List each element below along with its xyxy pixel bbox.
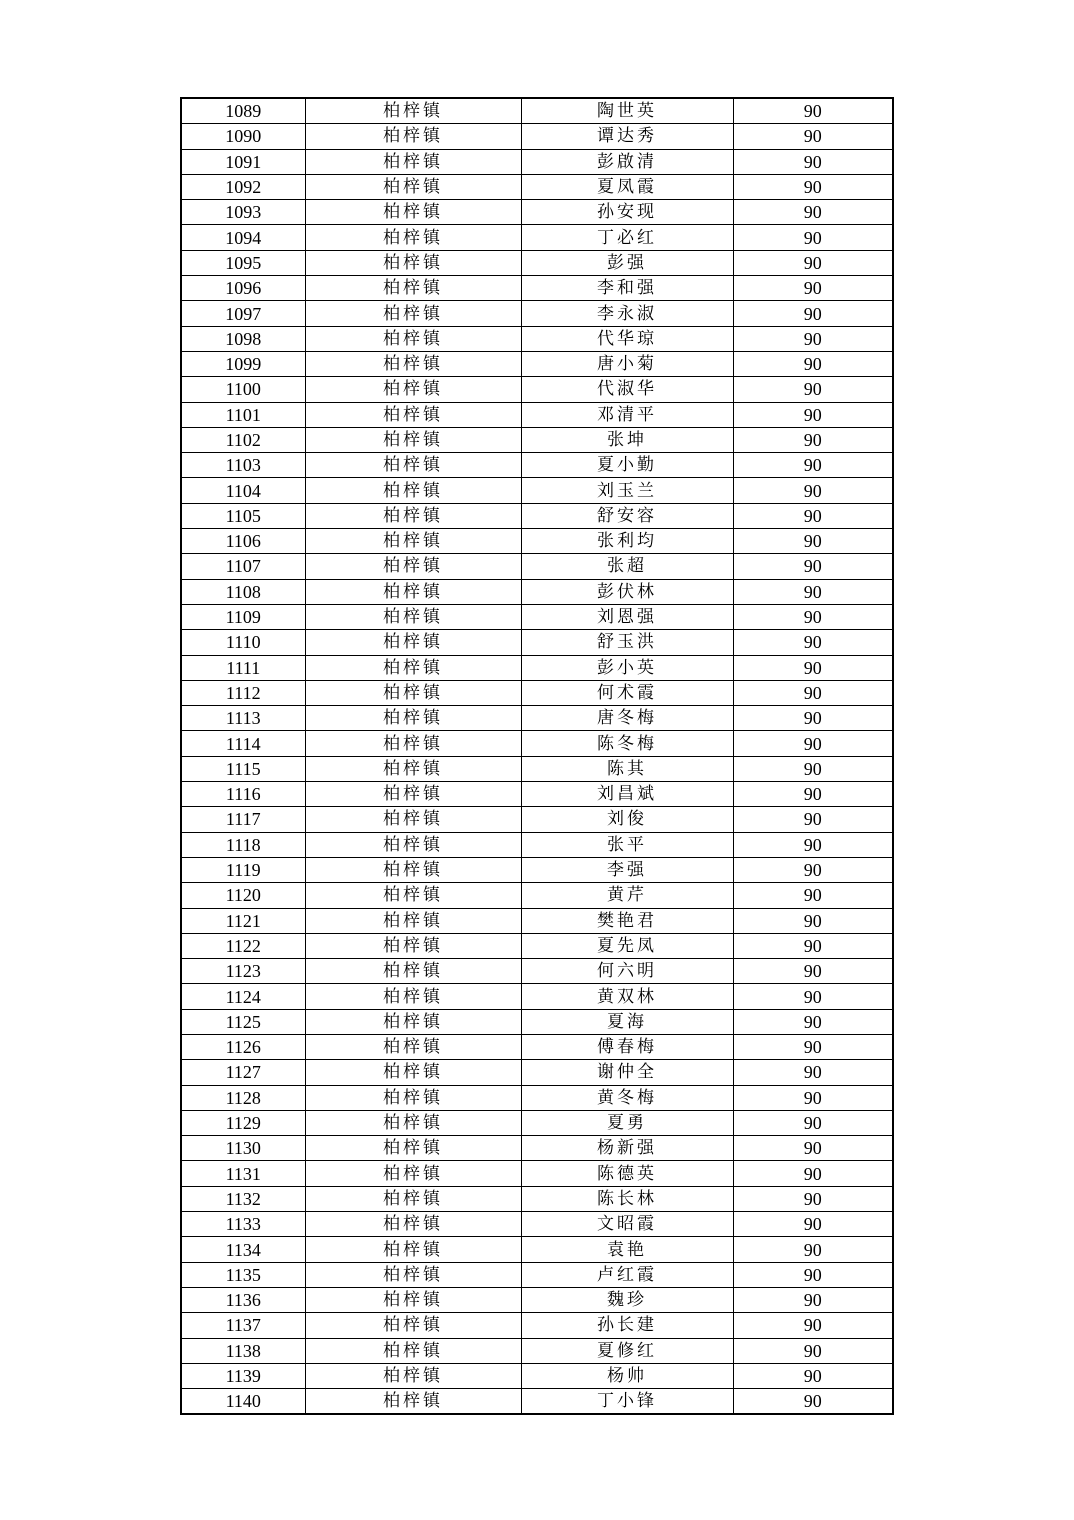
person-name-cell: 刘昌斌 xyxy=(521,782,733,807)
row-number-cell: 1106 xyxy=(181,529,305,554)
person-name-cell: 谭达秀 xyxy=(521,124,733,149)
town-cell: 柏梓镇 xyxy=(305,174,521,199)
town-cell: 柏梓镇 xyxy=(305,1161,521,1186)
person-name-cell: 张利均 xyxy=(521,529,733,554)
amount-cell: 90 xyxy=(733,579,893,604)
person-name-cell: 张平 xyxy=(521,832,733,857)
person-name-cell: 杨帅 xyxy=(521,1363,733,1388)
row-number-cell: 1101 xyxy=(181,402,305,427)
amount-cell: 90 xyxy=(733,807,893,832)
amount-cell: 90 xyxy=(733,1136,893,1161)
amount-cell: 90 xyxy=(733,529,893,554)
town-cell: 柏梓镇 xyxy=(305,807,521,832)
table-row xyxy=(181,503,893,528)
row-number-cell: 1119 xyxy=(181,857,305,882)
table-row xyxy=(181,1161,893,1186)
amount-cell: 90 xyxy=(733,326,893,351)
person-name-cell: 杨新强 xyxy=(521,1136,733,1161)
town-cell: 柏梓镇 xyxy=(305,478,521,503)
amount-cell: 90 xyxy=(733,1389,893,1415)
town-cell: 柏梓镇 xyxy=(305,1363,521,1388)
town-cell: 柏梓镇 xyxy=(305,301,521,326)
table-row xyxy=(181,276,893,301)
person-name-cell: 文昭霞 xyxy=(521,1212,733,1237)
person-name-cell: 何六明 xyxy=(521,959,733,984)
person-name-cell: 李永淑 xyxy=(521,301,733,326)
person-name-cell: 夏修红 xyxy=(521,1338,733,1363)
person-name-cell: 夏勇 xyxy=(521,1110,733,1135)
amount-cell: 90 xyxy=(733,478,893,503)
person-name-cell: 樊艳君 xyxy=(521,908,733,933)
amount-cell: 90 xyxy=(733,1212,893,1237)
table-row xyxy=(181,908,893,933)
town-cell: 柏梓镇 xyxy=(305,1009,521,1034)
person-name-cell: 李强 xyxy=(521,857,733,882)
person-name-cell: 彭小英 xyxy=(521,655,733,680)
table-row xyxy=(181,149,893,174)
row-number-cell: 1104 xyxy=(181,478,305,503)
person-name-cell: 李和强 xyxy=(521,276,733,301)
amount-cell: 90 xyxy=(733,503,893,528)
amount-cell: 90 xyxy=(733,857,893,882)
table-row xyxy=(181,1085,893,1110)
row-number-cell: 1138 xyxy=(181,1338,305,1363)
amount-cell: 90 xyxy=(733,1262,893,1287)
table-row xyxy=(181,984,893,1009)
table-row xyxy=(181,1034,893,1059)
row-number-cell: 1115 xyxy=(181,756,305,781)
row-number-cell: 1130 xyxy=(181,1136,305,1161)
person-name-cell: 彭伏林 xyxy=(521,579,733,604)
amount-cell: 90 xyxy=(733,124,893,149)
table-row xyxy=(181,301,893,326)
person-name-cell: 夏海 xyxy=(521,1009,733,1034)
row-number-cell: 1135 xyxy=(181,1262,305,1287)
town-cell: 柏梓镇 xyxy=(305,1237,521,1262)
row-number-cell: 1137 xyxy=(181,1313,305,1338)
row-number-cell: 1120 xyxy=(181,883,305,908)
row-number-cell: 1124 xyxy=(181,984,305,1009)
row-number-cell: 1123 xyxy=(181,959,305,984)
amount-cell: 90 xyxy=(733,1237,893,1262)
town-cell: 柏梓镇 xyxy=(305,1186,521,1211)
person-name-cell: 卢红霞 xyxy=(521,1262,733,1287)
table-row xyxy=(181,453,893,478)
amount-cell: 90 xyxy=(733,1287,893,1312)
town-cell: 柏梓镇 xyxy=(305,630,521,655)
row-number-cell: 1136 xyxy=(181,1287,305,1312)
row-number-cell: 1113 xyxy=(181,706,305,731)
row-number-cell: 1126 xyxy=(181,1034,305,1059)
town-cell: 柏梓镇 xyxy=(305,857,521,882)
amount-cell: 90 xyxy=(733,225,893,250)
town-cell: 柏梓镇 xyxy=(305,149,521,174)
row-number-cell: 1095 xyxy=(181,250,305,275)
row-number-cell: 1092 xyxy=(181,174,305,199)
person-name-cell: 陶世英 xyxy=(521,98,733,124)
table-row xyxy=(181,427,893,452)
table-row xyxy=(181,579,893,604)
person-name-cell: 邓清平 xyxy=(521,402,733,427)
row-number-cell: 1116 xyxy=(181,782,305,807)
row-number-cell: 1139 xyxy=(181,1363,305,1388)
table-row xyxy=(181,1287,893,1312)
row-number-cell: 1128 xyxy=(181,1085,305,1110)
amount-cell: 90 xyxy=(733,1161,893,1186)
table-row xyxy=(181,478,893,503)
row-number-cell: 1134 xyxy=(181,1237,305,1262)
row-number-cell: 1089 xyxy=(181,98,305,124)
person-name-cell: 刘玉兰 xyxy=(521,478,733,503)
amount-cell: 90 xyxy=(733,301,893,326)
row-number-cell: 1100 xyxy=(181,377,305,402)
person-name-cell: 彭啟清 xyxy=(521,149,733,174)
town-cell: 柏梓镇 xyxy=(305,225,521,250)
town-cell: 柏梓镇 xyxy=(305,1034,521,1059)
row-number-cell: 1091 xyxy=(181,149,305,174)
person-name-cell: 张坤 xyxy=(521,427,733,452)
amount-cell: 90 xyxy=(733,1110,893,1135)
town-cell: 柏梓镇 xyxy=(305,1262,521,1287)
town-cell: 柏梓镇 xyxy=(305,98,521,124)
amount-cell: 90 xyxy=(733,250,893,275)
person-name-cell: 唐小菊 xyxy=(521,351,733,376)
person-name-cell: 代淑华 xyxy=(521,377,733,402)
person-name-cell: 黄冬梅 xyxy=(521,1085,733,1110)
table-row xyxy=(181,1338,893,1363)
town-cell: 柏梓镇 xyxy=(305,377,521,402)
table-row xyxy=(181,402,893,427)
town-cell: 柏梓镇 xyxy=(305,680,521,705)
table-row xyxy=(181,1060,893,1085)
town-cell: 柏梓镇 xyxy=(305,984,521,1009)
person-name-cell: 何术霞 xyxy=(521,680,733,705)
town-cell: 柏梓镇 xyxy=(305,326,521,351)
row-number-cell: 1132 xyxy=(181,1186,305,1211)
town-cell: 柏梓镇 xyxy=(305,579,521,604)
town-cell: 柏梓镇 xyxy=(305,529,521,554)
row-number-cell: 1093 xyxy=(181,200,305,225)
row-number-cell: 1108 xyxy=(181,579,305,604)
town-cell: 柏梓镇 xyxy=(305,276,521,301)
row-number-cell: 1109 xyxy=(181,604,305,629)
table-row xyxy=(181,1389,893,1415)
amount-cell: 90 xyxy=(733,98,893,124)
amount-cell: 90 xyxy=(733,1060,893,1085)
table-row xyxy=(181,807,893,832)
amount-cell: 90 xyxy=(733,630,893,655)
table-row xyxy=(181,250,893,275)
person-name-cell: 代华琼 xyxy=(521,326,733,351)
town-cell: 柏梓镇 xyxy=(305,1110,521,1135)
person-name-cell: 彭强 xyxy=(521,250,733,275)
town-cell: 柏梓镇 xyxy=(305,554,521,579)
amount-cell: 90 xyxy=(733,351,893,376)
table-row xyxy=(181,782,893,807)
town-cell: 柏梓镇 xyxy=(305,933,521,958)
table-row xyxy=(181,933,893,958)
town-cell: 柏梓镇 xyxy=(305,832,521,857)
table-row xyxy=(181,756,893,781)
person-name-cell: 魏珍 xyxy=(521,1287,733,1312)
table-row xyxy=(181,883,893,908)
amount-cell: 90 xyxy=(733,959,893,984)
row-number-cell: 1102 xyxy=(181,427,305,452)
amount-cell: 90 xyxy=(733,1338,893,1363)
row-number-cell: 1099 xyxy=(181,351,305,376)
town-cell: 柏梓镇 xyxy=(305,427,521,452)
table-row xyxy=(181,1136,893,1161)
table-row xyxy=(181,1313,893,1338)
town-cell: 柏梓镇 xyxy=(305,731,521,756)
table-row xyxy=(181,351,893,376)
amount-cell: 90 xyxy=(733,680,893,705)
town-cell: 柏梓镇 xyxy=(305,706,521,731)
town-cell: 柏梓镇 xyxy=(305,1212,521,1237)
row-number-cell: 1103 xyxy=(181,453,305,478)
table-row xyxy=(181,832,893,857)
row-number-cell: 1107 xyxy=(181,554,305,579)
table-row xyxy=(181,1212,893,1237)
town-cell: 柏梓镇 xyxy=(305,1060,521,1085)
town-cell: 柏梓镇 xyxy=(305,756,521,781)
person-name-cell: 舒安容 xyxy=(521,503,733,528)
person-name-cell: 袁艳 xyxy=(521,1237,733,1262)
person-name-cell: 傅春梅 xyxy=(521,1034,733,1059)
person-name-cell: 丁小锋 xyxy=(521,1389,733,1415)
town-cell: 柏梓镇 xyxy=(305,655,521,680)
row-number-cell: 1094 xyxy=(181,225,305,250)
table-row xyxy=(181,680,893,705)
amount-cell: 90 xyxy=(733,1009,893,1034)
person-name-cell: 孙长建 xyxy=(521,1313,733,1338)
table-row xyxy=(181,731,893,756)
table-row xyxy=(181,200,893,225)
amount-cell: 90 xyxy=(733,1363,893,1388)
table-row xyxy=(181,1009,893,1034)
person-name-cell: 唐冬梅 xyxy=(521,706,733,731)
town-cell: 柏梓镇 xyxy=(305,1338,521,1363)
person-name-cell: 张超 xyxy=(521,554,733,579)
table-row xyxy=(181,655,893,680)
town-cell: 柏梓镇 xyxy=(305,1313,521,1338)
table-row xyxy=(181,124,893,149)
person-name-cell: 刘俊 xyxy=(521,807,733,832)
amount-cell: 90 xyxy=(733,174,893,199)
amount-cell: 90 xyxy=(733,933,893,958)
amount-cell: 90 xyxy=(733,782,893,807)
row-number-cell: 1121 xyxy=(181,908,305,933)
town-cell: 柏梓镇 xyxy=(305,124,521,149)
row-number-cell: 1090 xyxy=(181,124,305,149)
town-cell: 柏梓镇 xyxy=(305,959,521,984)
town-cell: 柏梓镇 xyxy=(305,782,521,807)
town-cell: 柏梓镇 xyxy=(305,402,521,427)
person-name-cell: 夏小勤 xyxy=(521,453,733,478)
person-name-cell: 夏先凤 xyxy=(521,933,733,958)
town-cell: 柏梓镇 xyxy=(305,351,521,376)
amount-cell: 90 xyxy=(733,427,893,452)
table-row xyxy=(181,1363,893,1388)
table-row xyxy=(181,630,893,655)
amount-cell: 90 xyxy=(733,276,893,301)
table-row xyxy=(181,225,893,250)
amount-cell: 90 xyxy=(733,655,893,680)
town-cell: 柏梓镇 xyxy=(305,453,521,478)
table-row xyxy=(181,1262,893,1287)
amount-cell: 90 xyxy=(733,604,893,629)
table-row xyxy=(181,1186,893,1211)
row-number-cell: 1097 xyxy=(181,301,305,326)
amount-cell: 90 xyxy=(733,731,893,756)
table-row xyxy=(181,98,893,124)
row-number-cell: 1129 xyxy=(181,1110,305,1135)
row-number-cell: 1122 xyxy=(181,933,305,958)
town-cell: 柏梓镇 xyxy=(305,250,521,275)
row-number-cell: 1110 xyxy=(181,630,305,655)
row-number-cell: 1105 xyxy=(181,503,305,528)
row-number-cell: 1111 xyxy=(181,655,305,680)
amount-cell: 90 xyxy=(733,149,893,174)
town-cell: 柏梓镇 xyxy=(305,883,521,908)
table-row xyxy=(181,377,893,402)
amount-cell: 90 xyxy=(733,402,893,427)
amount-cell: 90 xyxy=(733,1034,893,1059)
row-number-cell: 1125 xyxy=(181,1009,305,1034)
table-row xyxy=(181,1237,893,1262)
amount-cell: 90 xyxy=(733,377,893,402)
amount-cell: 90 xyxy=(733,1186,893,1211)
row-number-cell: 1098 xyxy=(181,326,305,351)
table-row xyxy=(181,857,893,882)
row-number-cell: 1133 xyxy=(181,1212,305,1237)
table-body xyxy=(181,98,893,1414)
table-row xyxy=(181,604,893,629)
amount-cell: 90 xyxy=(733,1313,893,1338)
row-number-cell: 1118 xyxy=(181,832,305,857)
person-name-cell: 舒玉洪 xyxy=(521,630,733,655)
table-row xyxy=(181,554,893,579)
row-number-cell: 1140 xyxy=(181,1389,305,1415)
person-name-cell: 陈德英 xyxy=(521,1161,733,1186)
amount-cell: 90 xyxy=(733,756,893,781)
town-cell: 柏梓镇 xyxy=(305,503,521,528)
row-number-cell: 1117 xyxy=(181,807,305,832)
row-number-cell: 1127 xyxy=(181,1060,305,1085)
row-number-cell: 1114 xyxy=(181,731,305,756)
person-name-cell: 刘恩强 xyxy=(521,604,733,629)
amount-cell: 90 xyxy=(733,554,893,579)
subsidy-list-table xyxy=(180,97,894,1415)
row-number-cell: 1096 xyxy=(181,276,305,301)
row-number-cell: 1131 xyxy=(181,1161,305,1186)
table-row xyxy=(181,326,893,351)
amount-cell: 90 xyxy=(733,908,893,933)
table-row xyxy=(181,706,893,731)
table-row xyxy=(181,174,893,199)
table-row xyxy=(181,529,893,554)
town-cell: 柏梓镇 xyxy=(305,1136,521,1161)
amount-cell: 90 xyxy=(733,832,893,857)
amount-cell: 90 xyxy=(733,1085,893,1110)
amount-cell: 90 xyxy=(733,883,893,908)
person-name-cell: 陈冬梅 xyxy=(521,731,733,756)
town-cell: 柏梓镇 xyxy=(305,1389,521,1415)
amount-cell: 90 xyxy=(733,453,893,478)
person-name-cell: 夏凤霞 xyxy=(521,174,733,199)
amount-cell: 90 xyxy=(733,200,893,225)
town-cell: 柏梓镇 xyxy=(305,604,521,629)
person-name-cell: 丁必红 xyxy=(521,225,733,250)
amount-cell: 90 xyxy=(733,706,893,731)
row-number-cell: 1112 xyxy=(181,680,305,705)
person-name-cell: 孙安现 xyxy=(521,200,733,225)
town-cell: 柏梓镇 xyxy=(305,200,521,225)
town-cell: 柏梓镇 xyxy=(305,1287,521,1312)
person-name-cell: 黄双林 xyxy=(521,984,733,1009)
table-row xyxy=(181,1110,893,1135)
amount-cell: 90 xyxy=(733,984,893,1009)
person-name-cell: 陈长林 xyxy=(521,1186,733,1211)
person-name-cell: 谢仲全 xyxy=(521,1060,733,1085)
town-cell: 柏梓镇 xyxy=(305,1085,521,1110)
table-row xyxy=(181,959,893,984)
person-name-cell: 黄芹 xyxy=(521,883,733,908)
town-cell: 柏梓镇 xyxy=(305,908,521,933)
person-name-cell: 陈其 xyxy=(521,756,733,781)
